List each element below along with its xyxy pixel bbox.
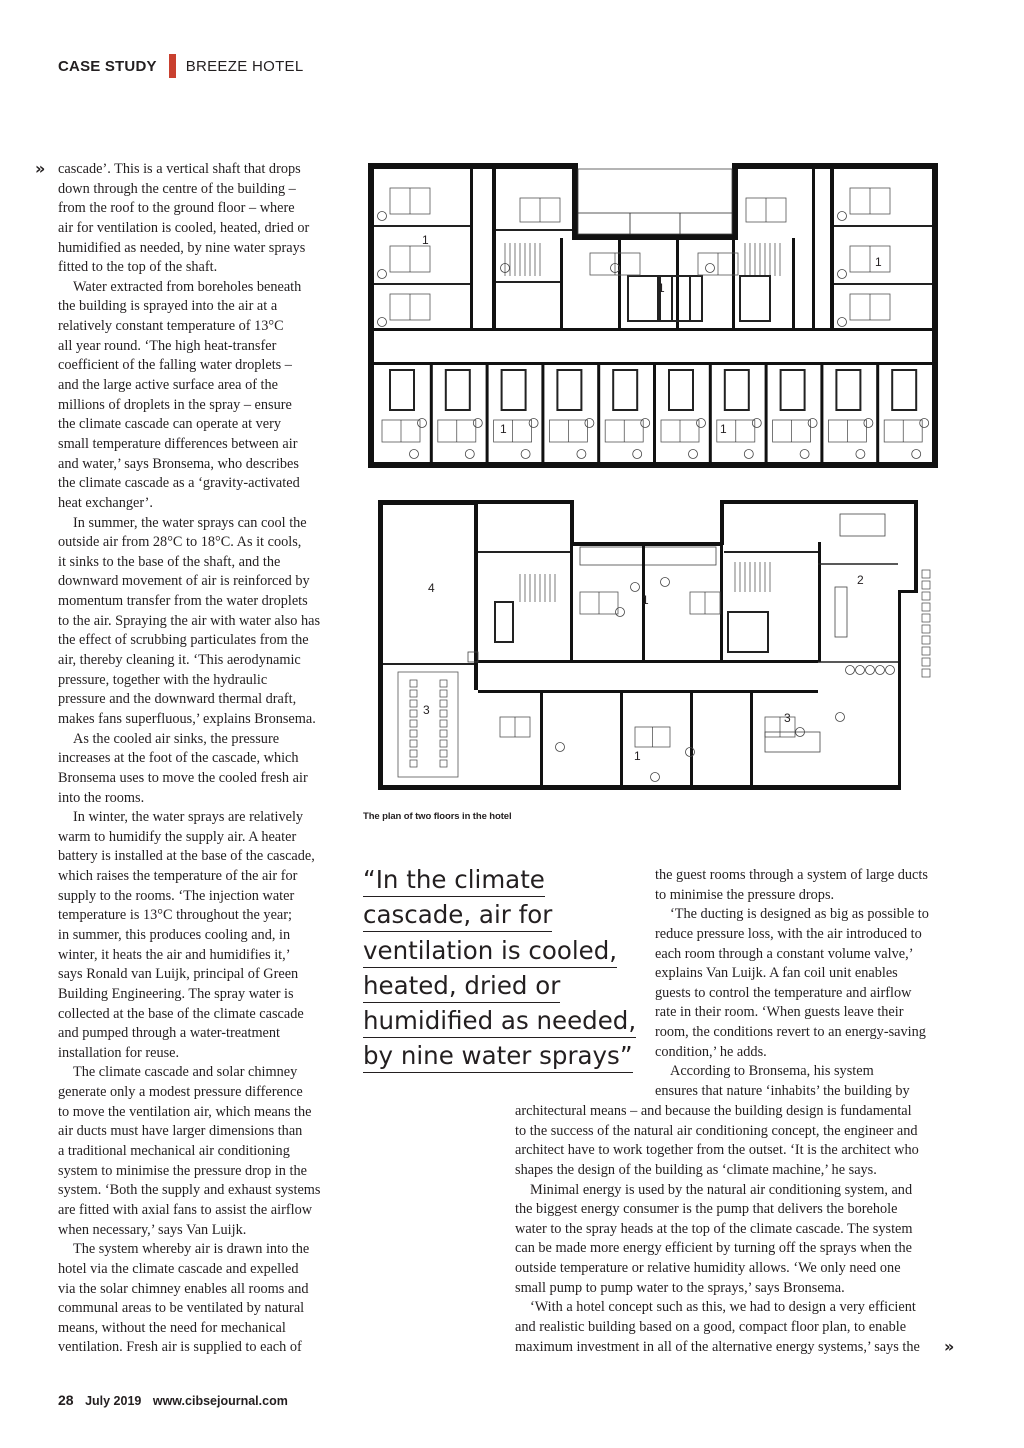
wall — [732, 163, 738, 238]
seat — [440, 700, 447, 707]
seat — [922, 603, 930, 611]
wall — [876, 365, 879, 465]
room-number-label: 1 — [875, 255, 882, 269]
text-line: warm to humidify the supply air. A heater — [58, 828, 297, 845]
running-header — [58, 55, 303, 77]
seat — [922, 658, 930, 666]
conference-table-area — [398, 672, 458, 777]
text-line: small pump to pump water to the sprays,’ says Bronsema. — [515, 1279, 845, 1296]
text-line: each room through a constant volume valve,’ — [655, 945, 914, 962]
seat — [922, 592, 930, 600]
room-number-label: 1 — [658, 281, 665, 295]
chair — [838, 270, 847, 279]
text-line: collected at the base of the climate cascade — [58, 1005, 304, 1022]
seat — [922, 570, 930, 578]
chair — [838, 318, 847, 327]
seat — [440, 730, 447, 737]
room-number-label: 3 — [423, 703, 430, 717]
seat — [922, 647, 930, 655]
text-line: in summer, this produces cooling and, in — [58, 926, 291, 943]
wall — [816, 500, 916, 504]
courtyard — [578, 169, 732, 234]
chair — [864, 419, 873, 428]
text-line: to the air. Spraying the air with water also has — [58, 612, 321, 629]
pull-quote-line — [363, 934, 636, 969]
wall — [378, 500, 478, 505]
bathroom — [740, 276, 770, 321]
seat — [440, 750, 447, 757]
text-line: In winter, the water sprays are relatively — [73, 809, 304, 826]
pull-quote-line — [363, 898, 636, 933]
wall — [830, 169, 834, 329]
pull-quote-text: by nine water sprays” — [363, 1039, 633, 1073]
wall — [618, 238, 621, 330]
text-line: outside air from 28°C to 18°C. As it cools, — [58, 534, 302, 551]
chair — [920, 419, 929, 428]
text-line: momentum transfer from the water droplets — [58, 593, 308, 610]
text-line: via the solar chimney enables all rooms and — [58, 1280, 309, 1297]
lift — [728, 612, 768, 652]
text-line: air for ventilation is cooled, heated, dried or — [58, 219, 310, 236]
bathroom — [446, 370, 470, 410]
pull-quote-text: humidified as needed, — [363, 1004, 636, 1038]
text-line: and the large active surface area of the — [58, 377, 279, 394]
text-line: millions of droplets in the spray – ensure — [58, 396, 292, 413]
room-number-label: 1 — [500, 422, 507, 436]
text-line: pressure and the downward thermal draft, — [58, 691, 297, 708]
wall — [570, 542, 573, 662]
text-line: coefficient of the falling water droplets – — [58, 357, 292, 374]
bathroom — [669, 370, 693, 410]
text-line: the building is sprayed into the air at a — [58, 298, 278, 315]
text-line: generate only a modest pressure difference — [58, 1084, 303, 1101]
text-line: increases at the foot of the cascade, which — [58, 750, 299, 767]
text-line: ventilation. Fresh air is supplied to each of — [58, 1339, 302, 1356]
footer — [58, 1392, 288, 1408]
lift — [495, 602, 513, 642]
page-number: 28 — [58, 1392, 74, 1408]
text-line: architect have to work together from the outset. ‘It is the architect who — [515, 1142, 919, 1159]
room-number-label: 1 — [642, 593, 649, 607]
text-line: the guest rooms through a system of large ducts — [655, 867, 928, 883]
text-line: hotel via the climate cascade and expelled — [58, 1260, 299, 1277]
wall — [572, 234, 738, 240]
text-line: relatively constant temperature of 13°C — [58, 318, 284, 335]
issue-date: July 2019 — [85, 1394, 142, 1408]
wall — [474, 500, 574, 504]
chair — [651, 773, 660, 782]
text-line: and pumped through a water-treatment — [58, 1025, 281, 1042]
seat — [922, 669, 930, 677]
chair — [866, 666, 875, 675]
wall — [690, 692, 693, 787]
room-number-label: 1 — [634, 749, 641, 763]
bathroom — [390, 370, 414, 410]
seat — [440, 710, 447, 717]
pull-quote-line — [363, 1039, 636, 1074]
pull-quote-line — [363, 863, 636, 898]
room-number-label: 4 — [428, 581, 435, 595]
text-line: cascade’. This is a vertical shaft that drops — [58, 161, 301, 177]
continued-icon: » — [944, 1337, 955, 1356]
chair — [752, 419, 761, 428]
text-line: In summer, the water sprays can cool the — [73, 514, 307, 531]
text-line: As the cooled air sinks, the pressure — [73, 730, 280, 747]
wall — [478, 660, 818, 663]
text-line: ‘With a hotel concept such as this, we had to design a very efficient — [530, 1299, 916, 1316]
text-line: small temperature differences between air — [58, 435, 298, 452]
wall — [732, 238, 735, 330]
text-line: Building Engineering. The spray water is — [58, 985, 294, 1002]
wall — [378, 785, 898, 790]
seat — [410, 720, 417, 727]
header-accent-bar — [169, 54, 176, 78]
wall — [653, 365, 656, 465]
continued-from-icon: » — [35, 159, 46, 178]
table — [840, 514, 885, 536]
text-line: According to Bronsema, his system — [670, 1063, 874, 1080]
floor-plan-upper — [360, 158, 950, 476]
wall — [720, 500, 724, 545]
seat — [410, 750, 417, 757]
chair — [465, 450, 474, 459]
meeting-table — [765, 732, 820, 752]
chair — [616, 608, 625, 617]
text-line: communal areas to be ventilated by natural — [58, 1300, 305, 1317]
wall — [492, 169, 496, 329]
wall — [676, 238, 679, 330]
chair — [912, 450, 921, 459]
chair — [631, 583, 640, 592]
wall — [898, 590, 901, 790]
text-line: from the roof to the ground floor – where — [58, 200, 295, 217]
text-line: are fitted with axial fans to assist the airflow — [58, 1201, 313, 1218]
text-line: means, without the need for mechanical — [58, 1319, 286, 1336]
wall — [818, 542, 821, 662]
body-text-right-column-lower — [515, 1102, 920, 1357]
seat — [410, 700, 417, 707]
text-line: ‘The ducting is designed as big as possible to — [670, 906, 929, 923]
text-line: the effect of scrubbing particulates from the — [58, 632, 309, 649]
text-line: The climate cascade and solar chimney — [73, 1064, 298, 1081]
chair — [418, 419, 427, 428]
pull-quote-line — [363, 1004, 636, 1039]
seat — [440, 740, 447, 747]
text-line: system to minimise the pressure drop in the — [58, 1162, 307, 1179]
chair — [886, 666, 895, 675]
wall — [374, 328, 932, 331]
figure-caption: The plan of two floors in the hotel — [363, 811, 512, 822]
text-line: guests to control the temperature and airflow — [655, 984, 912, 1001]
chair — [378, 270, 387, 279]
chair — [556, 743, 565, 752]
seat — [410, 710, 417, 717]
chair — [689, 450, 698, 459]
text-line: temperature is 13°C throughout the year; — [58, 907, 293, 924]
floor-plan-lower — [370, 492, 940, 797]
seat — [440, 760, 447, 767]
text-line: a traditional mechanical air conditioning — [58, 1143, 290, 1160]
text-line: air, thereby cleaning it. ‘This aerodynamic — [58, 652, 301, 669]
chair — [585, 419, 594, 428]
text-line: air ducts must have larger dimensions than — [58, 1123, 303, 1140]
seat — [410, 690, 417, 697]
room-number-label: 3 — [784, 711, 791, 725]
text-line: the climate cascade as a ‘gravity-activated — [58, 475, 300, 492]
wall — [368, 163, 578, 169]
seat — [440, 720, 447, 727]
seat — [922, 614, 930, 622]
chair — [697, 419, 706, 428]
wall — [540, 692, 543, 787]
header-section: BREEZE HOTEL — [185, 57, 304, 75]
text-line: Bronsema uses to move the cooled fresh air — [58, 769, 308, 786]
text-line: rate in their room. ‘When guests leave their — [655, 1004, 904, 1021]
pull-quote-text: cascade, air for — [363, 898, 552, 932]
chair — [744, 450, 753, 459]
bathroom — [781, 370, 805, 410]
pull-quote-text: “In the climate — [363, 863, 545, 897]
text-line: supply to the rooms. ‘The injection water — [58, 887, 295, 904]
chair — [706, 264, 715, 273]
wall — [597, 365, 600, 465]
wall — [541, 365, 544, 465]
header-kicker: CASE STUDY — [58, 57, 157, 75]
wall — [820, 365, 823, 465]
text-line: pressure, together with the hydraulic — [58, 671, 268, 688]
wall — [765, 365, 768, 465]
wall — [572, 163, 578, 238]
text-line: system. ‘Both the supply and exhaust systems — [58, 1182, 321, 1199]
text-line: to minimise the pressure drops. — [655, 886, 835, 903]
text-line: battery is installed at the base of the cascade, — [58, 848, 315, 865]
wall — [478, 690, 818, 693]
chair — [846, 666, 855, 675]
text-line: and realistic building based on a good, compact floor plan, to enable — [515, 1319, 907, 1336]
chair — [856, 666, 865, 675]
wall — [486, 365, 489, 465]
text-line: room, the conditions revert to an energy-saving — [655, 1024, 926, 1041]
text-line: the climate cascade can operate at very — [58, 416, 282, 433]
text-line: Water extracted from boreholes beneath — [73, 278, 302, 295]
wall — [709, 365, 712, 465]
text-line: the biggest energy consumer is the pump that delivers the borehole — [515, 1201, 898, 1218]
text-line: makes fans superfluous,’ explains Bronsema. — [58, 710, 316, 727]
bathroom — [628, 276, 658, 321]
text-line: when necessary,’ says Van Luijk. — [58, 1221, 247, 1238]
wall — [474, 500, 478, 690]
seat — [410, 680, 417, 687]
text-line: to move the ventilation air, which means the — [58, 1103, 312, 1120]
wall — [720, 500, 820, 504]
text-line: explains Van Luijk. A fan coil unit enables — [655, 965, 898, 982]
body-text-right-column-upper — [655, 866, 929, 1102]
seat — [410, 760, 417, 767]
text-line: which raises the temperature of the air for — [58, 868, 298, 885]
text-line: into the rooms. — [58, 789, 145, 806]
chair — [836, 713, 845, 722]
text-line: heat exchanger’. — [58, 494, 153, 511]
chair — [661, 578, 670, 587]
wall — [560, 238, 563, 330]
seat — [922, 625, 930, 633]
wall — [792, 238, 795, 330]
seat — [922, 581, 930, 589]
text-line: humidified as needed, by nine water sprays — [58, 239, 306, 256]
wall — [914, 500, 918, 590]
wall — [368, 163, 374, 468]
pull-quote-text: heated, dried or — [363, 969, 560, 1003]
text-line: outside temperature or relative humidity allows. ‘We only need one — [515, 1260, 901, 1277]
chair — [856, 450, 865, 459]
body-text-left-column — [58, 160, 321, 1358]
text-line: it sinks to the base of the shaft, and the — [58, 553, 281, 570]
wall — [812, 169, 815, 329]
text-line: down through the centre of the building – — [58, 180, 296, 197]
bathroom — [502, 370, 526, 410]
text-line: and water,’ says Bronsema, who describes — [58, 455, 299, 472]
text-line: maximum investment in all of the alternative energy systems,’ says the — [515, 1338, 920, 1355]
text-line: winter, it heats the air and humidifies it,’ — [58, 946, 291, 963]
chair — [378, 212, 387, 221]
pull-quote-line — [363, 969, 636, 1004]
text-line: fitted to the top of the shaft. — [58, 259, 218, 276]
wall — [470, 169, 473, 329]
bathroom — [892, 370, 916, 410]
chair — [521, 450, 530, 459]
pull-quote — [363, 863, 636, 1075]
text-line: can be made more energy efficient by turning off the sprays when the — [515, 1240, 913, 1257]
text-line: The system whereby air is drawn into the — [73, 1241, 310, 1258]
bathroom — [725, 370, 749, 410]
bar-counter — [835, 587, 847, 637]
text-line: to the success of the natural air conditioning concept, the engineer and — [515, 1122, 918, 1139]
chair — [800, 450, 809, 459]
bathroom — [557, 370, 581, 410]
chair — [641, 419, 650, 428]
text-line: condition,’ he adds. — [655, 1043, 767, 1060]
text-line: reduce pressure loss, with the air introduced to — [655, 925, 922, 942]
wall — [378, 500, 383, 790]
chair — [473, 419, 482, 428]
website[interactable]: www.cibsejournal.com — [152, 1394, 288, 1408]
chair — [633, 450, 642, 459]
text-line: water to the spray heads at the top of the climate cascade. The system — [515, 1220, 913, 1237]
wall — [932, 163, 938, 468]
room-number-label: 1 — [422, 233, 429, 247]
wall — [720, 542, 723, 662]
wall — [750, 692, 753, 787]
seat — [922, 636, 930, 644]
seat — [440, 690, 447, 697]
wall — [620, 692, 623, 787]
bathroom — [613, 370, 637, 410]
chair — [876, 666, 885, 675]
chair — [410, 450, 419, 459]
text-line: downward movement of air is reinforced by — [58, 573, 310, 590]
room-number-label: 1 — [720, 422, 727, 436]
wall — [732, 163, 938, 169]
room-number-label: 2 — [857, 573, 864, 587]
text-line: architectural means – and because the building design is fundamental — [515, 1103, 912, 1119]
text-line: Minimal energy is used by the natural air conditioning system, and — [530, 1181, 913, 1198]
chair — [577, 450, 586, 459]
wall — [430, 365, 433, 465]
balcony — [580, 547, 716, 565]
bathroom — [836, 370, 860, 410]
text-line: shapes the design of the building as ‘climate machine,’ he says. — [515, 1161, 877, 1178]
wall — [374, 362, 932, 365]
text-line: all year round. ‘The high heat-transfer — [58, 337, 277, 354]
text-line: says Ronald van Luijk, principal of Green — [58, 966, 299, 983]
wall — [570, 500, 574, 545]
text-line: installation for reuse. — [58, 1044, 180, 1061]
chair — [378, 318, 387, 327]
seat — [410, 730, 417, 737]
seat — [410, 740, 417, 747]
pull-quote-text: ventilation is cooled, — [363, 934, 617, 968]
chair — [808, 419, 817, 428]
chair — [529, 419, 538, 428]
seat — [440, 680, 447, 687]
text-line: ensures that nature ‘inhabits’ the building by — [655, 1083, 910, 1100]
chair — [838, 212, 847, 221]
